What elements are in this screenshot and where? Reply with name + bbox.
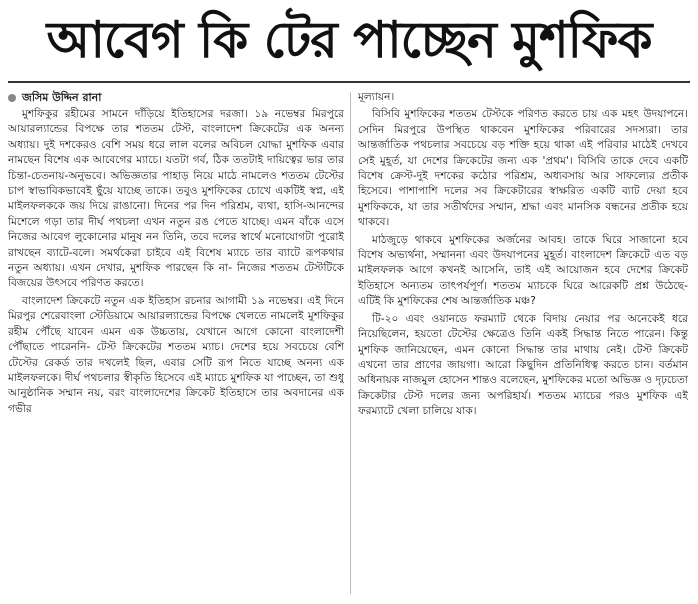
paragraph: টি-২০ এবং ওয়ানডে ফরম্যাট থেকে বিদায় নেয়ার পর অনেকেই ধরে নিয়েছিলেন, হয়তো টেস্টের ক্ষেত্রেও তিনি একই সিদ্ধান্ত নিতে পারেন। কিন্তু মুশফিক জানিয়েছেন, এমন কোনো সিদ্ধান্ত তার মাথায় নেই। টেস্ট ক্রিকেট এখনো তার প্রাণের জায়গা। আরো কিছুদিন প্রতিনিধিত্ব করতে চান। বর্তমান অধিনায়ক নাজমুল হোসেন শান্তও বলেছেন, মুশফিকের মতো অভিজ্ঞ ও দৃঢ়চেতা ক্রিকেটার টেস্ট দলের জন্য অপরিহার্য। শততম ম্যাচের পরও মুশফিক এই ফরম্যাটে খেলা চালিয়ে যাক। <box>358 312 688 418</box>
paragraph: বাংলাদেশ ক্রিকেটে নতুন এক ইতিহাস রচনার আগামী ১৯ নভেম্বর। এই দিনে মিরপুর শেরেবাংলা স্টেডিয়ামে আয়ারল্যান্ডের বিপক্ষে খেলতে নামলেই মুশফিকুর রহীম পৌঁছে যাবেন এমন এক উচ্চতায়, যেখানে আগে কোনো বাংলাদেশী পৌঁছাতে পারেননি- টেস্ট ক্রিকেটের শততম ম্যাচ। দেশের হয়ে সবচেয়ে বেশি টেস্টের রেকর্ড তার দখলেই ছিল, এবার সেটি রূপ নিতে যাচ্ছে অনন্য এক মাইলফলকে। দীর্ঘ পথচলার স্বীকৃতি হিসেবে এই ম্যাচে মুশফিক যা পাচ্ছেন, তা শুধু আনুষ্ঠানিক সম্মান নয়, বরং বাংলাদেশের ক্রিকেট ইতিহাসে তার অবদানের এক গভীর <box>8 294 344 415</box>
byline-author: জসিম উদ্দিন রানা <box>22 91 102 104</box>
paragraph: মুশফিকুর রহীমের সামনে দাঁড়িয়ে ইতিহাসের দরজা। ১৯ নভেম্বর মিরপুরে আয়ারল্যান্ডের বিপক্ষে তার শততম টেস্ট, বাংলাদেশ ক্রিকেটের এক অনন্য অধ্যায়। দুই দশকেরও বেশি সময় ধরে লাল বলের অবিচল যোদ্ধা মুশফিক এবার নামছেন বিশেষ এক আবেগের ম্যাচে। যতটা গর্ব, ঠিক ততটাই দায়িত্বের ভার তার চিন্তা-চেতনায়-অনুভবে। অভিজ্ঞতার পাহাড় নিয়ে মাঠে নামলেও শততম টেস্টের চাপ স্বাভাবিকভাবেই ছুঁয়ে যাচ্ছে তাকে। তবুও মুশফিকের চোখে একটিই স্বপ্ন, এই মাইলফলককে জয় দিয়ে রাঙানো। দিনের পর দিন পরিশ্রম, ব্যথা, হাসি-আনন্দের মিশেলে গড়া তার দীর্ঘ পথচলা এখন নতুন রঙ পেতে যাচ্ছে। এমন বাঁকে এসে নিজের আবেগ লুকোনোর মানুষ নন তিনি, তবে দলের স্বার্থে মনোযোগটা পুরোই রাখছেন ব্যাটে-বলে। সমর্থকেরা চাইবে এই বিশেষ ম্যাচে তার ব্যাটে রূপকথার নতুন অধ্যায়। এখন দেখার, মুশফিক পারছেন কি না- নিজের শততম টেস্টটিকে বিজয়ের উৎসবে পরিণত করতে। <box>8 108 344 290</box>
paragraph-continuation: মূল্যায়ন। <box>358 91 395 103</box>
headline: আবেগ কি টের পাচ্ছেন মুশফিক <box>46 11 652 69</box>
byline <box>8 90 344 106</box>
paragraph: বিসিবি মুশফিকের শততম টেস্টকে পরিণত করতে চায় এক মহৎ উদযাপনে। সেদিন মিরপুরে উপস্থিত থাকবেন মুশফিকের পরিবারের সদস্যরা। তার আন্তর্জাতিক পথচলার সবচেয়ে বড় শক্তি হয়ে থাকা এই পরিবার মাঠেই দেখবে সেই মুহূর্ত, যা দেশের ক্রিকেটের জন্য এক 'প্রথম'। বিসিবি তাকে দেবে একটি বিশেষ ক্রেস্ট-দুই দশকের কঠোর পরিশ্রম, অধ্যবসায় আর সাফল্যের প্রতীক হিসেবে। পাশাপাশি দলের সব ক্রিকেটারের স্বাক্ষরিত একটি ব্যাট দেয়া হবে মুশফিককে, যা তার সতীর্থদের সম্মান, শ্রদ্ধা এবং মানসিক বন্ধনের প্রতীক হয়ে থাকবে। <box>358 108 688 229</box>
byline-bullet-icon <box>8 94 16 102</box>
column-divider <box>350 92 351 594</box>
headline-divider <box>8 81 690 83</box>
article-column-left <box>8 90 344 598</box>
paragraph: মাঠজুড়ে থাকবে মুশফিকের অর্জনের আবহ। তাকে ঘিরে সাজানো হবে বিশেষ অভ্যর্থনা, সম্মাননা এবং উদযাপনের মুহূর্ত। বাংলাদেশ ক্রিকেটে এত বড় মাইলফলক আগে কখনই আসেনি, তাই এই আয়োজন হবে দেশের ক্রিকেট ইতিহাসে অন্যতম তাৎপর্যপূর্ণ। শততম ম্যাচকে ঘিরে আরেকটি প্রশ্ন উঠেছে- এটিই কি মুশফিকের শেষ আন্তর্জাতিক মঞ্চ? <box>358 233 688 308</box>
article-column-right <box>358 90 688 598</box>
